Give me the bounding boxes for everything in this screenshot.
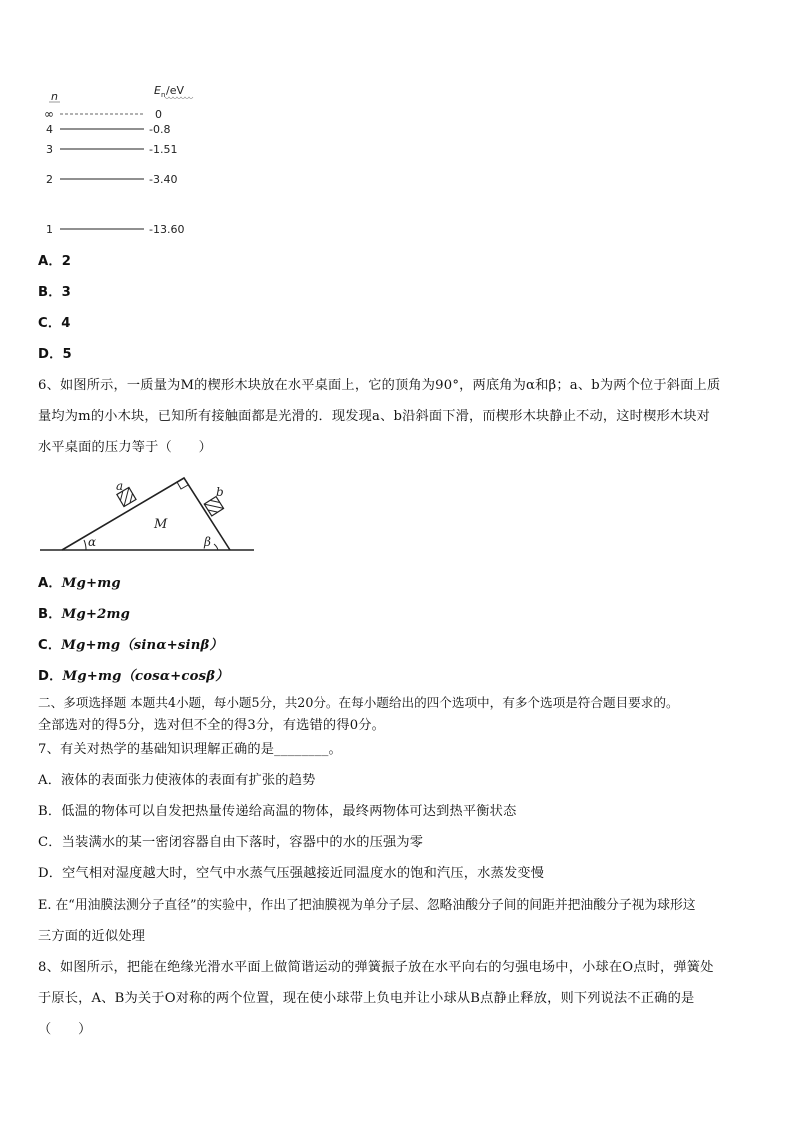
- section2-line-1: 二、多项选择题 本题共4小题，每小题5分，共20分。在每小题给出的四个选项中，有多个选项是符合题目要求的。: [38, 695, 679, 710]
- label-a: a: [116, 479, 124, 493]
- q7-option-e: E. 在“用油膜法测分子直径”的实验中，作出了把油膜视为单分子层、忽略油酸分子间的间距并把油酸分子视为球形这: [38, 898, 696, 913]
- q6-option-b-letter: B．: [38, 607, 62, 622]
- q8-stem-line-1: 8、如图所示，把能在绝缘光滑水平面上做简谐运动的弹簧振子放在水平向右的匀强电场中，小球在O点时，弹簧处: [38, 960, 714, 975]
- level-4-n: 4: [46, 123, 53, 136]
- q6-option-a: [38, 572, 121, 591]
- level-2-e: -3.40: [149, 173, 178, 186]
- q6-option-a-text: Mg+mg: [61, 576, 121, 591]
- wedge-figure: [36, 474, 258, 554]
- q7-stem: 7、有关对热学的基础知识理解正确的是________。: [38, 742, 342, 757]
- q6-option-c-text: Mg+mg（sinα+sinβ）: [61, 638, 223, 653]
- q5-option-d: D．5: [38, 347, 72, 362]
- level-3-n: 3: [46, 143, 53, 156]
- q6-option-c: [38, 634, 223, 653]
- level-3-e: -1.51: [149, 143, 178, 156]
- e-header-unit: /eV: [166, 84, 184, 97]
- q6-option-d-letter: D．: [38, 669, 63, 684]
- e-header-sub: n: [161, 91, 166, 99]
- q7-option-a: A．液体的表面张力使液体的表面有扩张的趋势: [38, 773, 316, 788]
- level-1-n: 1: [46, 223, 53, 236]
- q6-stem-line-1: 6、如图所示，一质量为M的楔形木块放在水平桌面上，它的顶角为90°，两底角为α和β；a、b为两个位于斜面上质: [38, 378, 721, 393]
- energy-level-diagram: [38, 82, 208, 242]
- q6-option-c-letter: C．: [38, 638, 62, 653]
- q8-stem-line-3: （ ）: [38, 1022, 92, 1037]
- q5-option-b: B．3: [38, 285, 72, 300]
- q5-option-c: C．4: [38, 316, 71, 331]
- q6-option-b-text: Mg+2mg: [61, 607, 131, 622]
- label-alpha: α: [88, 535, 97, 549]
- q8-stem-line-2: 于原长，A、B为关于O对称的两个位置，现在使小球带上负电并让小球从B点静止释放，则下列说法不正确的是: [38, 991, 695, 1006]
- q6-option-b: [38, 603, 130, 622]
- n-header: n: [51, 90, 58, 103]
- q6-option-d-text: Mg+mg（cosα+cosβ）: [62, 669, 229, 684]
- section2-line-2: 全部选对的得5分，选对但不全的得3分，有选错的得0分。: [38, 718, 386, 733]
- q5-option-a: A．2: [38, 254, 72, 269]
- q7-option-c: C．当装满水的某一密闭容器自由下落时，容器中的水的压强为零: [38, 835, 424, 850]
- label-beta: β: [204, 535, 211, 549]
- level-2-n: 2: [46, 173, 53, 186]
- q6-stem-line-3: 水平桌面的压力等于（ ）: [38, 440, 213, 455]
- level-4-e: -0.8: [149, 123, 171, 136]
- q6-option-a-letter: A．: [38, 576, 62, 591]
- label-b: b: [216, 485, 224, 499]
- level-1-e: -13.60: [149, 223, 185, 236]
- level-inf-n: ∞: [44, 107, 54, 121]
- e-header: E: [154, 84, 161, 97]
- level-inf-e: 0: [155, 108, 162, 121]
- q7-option-b: B．低温的物体可以自发把热量传递给高温的物体，最终两物体可达到热平衡状态: [38, 804, 517, 819]
- q6-option-d: [38, 665, 229, 684]
- label-M: M: [154, 517, 168, 532]
- q7-option-d: D．空气相对湿度越大时，空气中水蒸气压强越接近同温度水的饱和汽压，水蒸发变慢: [38, 866, 545, 881]
- q6-stem-line-2: 量均为m的小木块，已知所有接触面都是光滑的．现发现a、b沿斜面下滑，而楔形木块静止不动，这时楔形木块对: [38, 409, 711, 424]
- q7-option-e-cont: 三方面的近似处理: [38, 929, 146, 944]
